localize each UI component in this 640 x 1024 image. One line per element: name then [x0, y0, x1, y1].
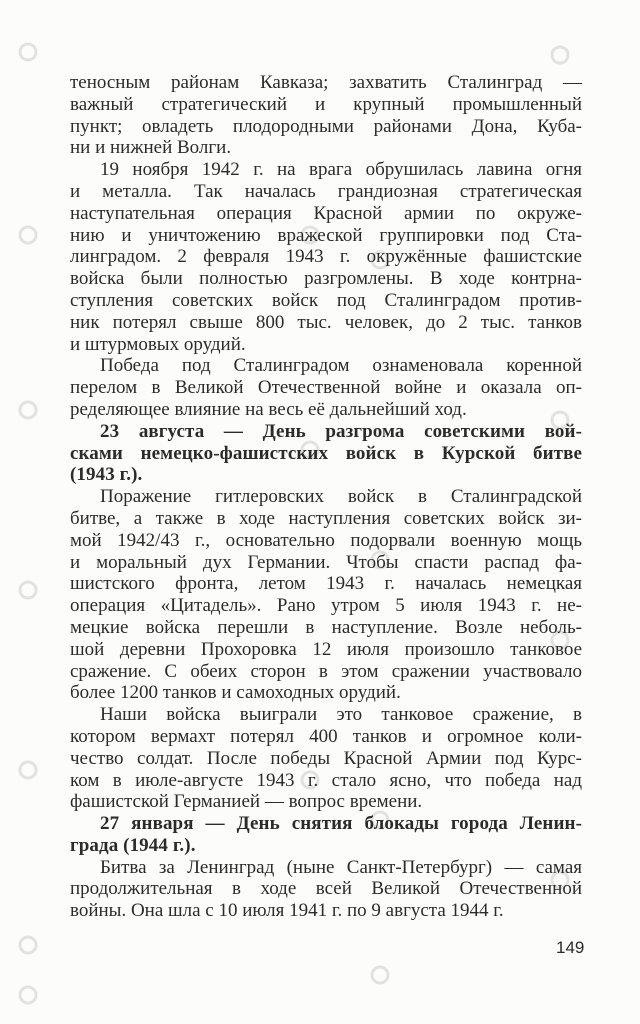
- text-line: сками немецко-фашистских войск в Курской битве: [70, 442, 582, 464]
- section-heading: [70, 421, 582, 486]
- paragraph: [70, 704, 582, 813]
- text-line: мой 1942/43 г., основательно подорвали военную мощь: [70, 529, 582, 551]
- text-line: битве, а также в ходе наступления советских войск зи-: [70, 507, 582, 529]
- text-line: теносным районам Кавказа; захватить Сталинград —: [70, 72, 582, 93]
- watermark-logo-icon: [20, 937, 36, 953]
- text-line: 27 января — День снятия блокады города Ленин-: [100, 813, 582, 835]
- text-line: и штурмовых орудий.: [70, 333, 246, 355]
- text-line: ком в июле-августе 1943 г. стало ясно, что победа над: [70, 769, 582, 791]
- text-line: ределяющее влияние на весь её дальнейший ход.: [70, 398, 467, 420]
- page-number: 149: [556, 938, 585, 957]
- text-line: чество солдат. После победы Красной Армии под Курс-: [70, 747, 582, 769]
- text-line: продолжительная в ходе всей Великой Отечественной: [70, 878, 582, 900]
- text-line: града (1944 г.).: [70, 834, 196, 856]
- text-line: пункт; овладеть плодородными районами Дона, Куба-: [70, 115, 582, 137]
- text-line: нию и уничтожению вражеской группировки под Ста-: [70, 224, 582, 246]
- text-line: войны. Она шла с 10 июля 1941 г. по 9 августа 1944 г.: [70, 900, 504, 922]
- watermark-logo-icon: [20, 582, 36, 598]
- text-line: важный стратегический и крупный промышленный: [70, 93, 582, 115]
- text-line: Битва за Ленинград (ныне Санкт-Петербург) — самая: [100, 856, 582, 878]
- text-line: операция «Цитадель». Рано утром 5 июля 1943 г. не-: [70, 595, 582, 617]
- watermark-logo-icon: [20, 762, 36, 778]
- text-line: и моральный дух Германии. Чтобы спасти распад фа-: [70, 551, 582, 573]
- text-line: ни и нижней Волги.: [70, 137, 232, 159]
- watermark-logo-icon: [20, 402, 36, 418]
- text-line: (1943 г.).: [70, 464, 143, 486]
- watermark-logo-icon: [552, 47, 568, 63]
- text-line: сражение. С обеих сторон в этом сражении участвовало: [70, 660, 582, 682]
- paragraph: [70, 159, 582, 355]
- text-line: наступательная операция Красной армии по окруже-: [70, 202, 582, 224]
- page-text: [70, 72, 582, 922]
- watermark-logo-icon: [20, 227, 36, 243]
- text-line: Наши войска выиграли это танковое сражение, в: [100, 704, 582, 726]
- watermark-logo-icon: [372, 967, 388, 983]
- text-line: более 1200 танков и самоходных орудий.: [70, 682, 401, 704]
- paragraph: [70, 486, 582, 704]
- text-line: мецкие войска перешли в наступление. Возле неболь-: [70, 616, 582, 638]
- text-line: фашистской Германией — вопрос времени.: [70, 791, 423, 813]
- paragraph: [70, 857, 582, 922]
- text-line: Поражение гитлеровских войск в Сталинградской: [100, 486, 582, 508]
- text-line: шой деревни Прохоровка 12 июля произошло танковое: [70, 638, 582, 660]
- text-line: 19 ноября 1942 г. на врага обрушилась лавина огня: [100, 159, 582, 181]
- watermark-logo-icon: [20, 987, 36, 1003]
- watermark-logo-icon: [20, 44, 36, 60]
- paragraph: [70, 72, 582, 159]
- paragraph: [70, 355, 582, 420]
- text-line: ник потерял свыше 800 тыс. человек, до 2 тыс. танков: [70, 311, 582, 333]
- text-line: ступления советских войск под Сталинградом против-: [70, 289, 582, 311]
- text-line: 23 августа — День разгрома советскими вой-: [100, 420, 582, 442]
- section-heading: [70, 813, 582, 857]
- text-line: котором вермахт потерял 400 танков и огромное коли-: [70, 725, 582, 747]
- text-line: и металла. Так началась грандиозная стратегическая: [70, 180, 582, 202]
- text-line: линградом. 2 февраля 1943 г. окружённые фашистские: [70, 246, 582, 268]
- text-line: перелом в Великой Отечественной войне и оказала оп-: [70, 377, 582, 399]
- text-line: войска были полностью разгромлены. В ходе контрна-: [70, 268, 582, 290]
- text-line: шистского фронта, летом 1943 г. началась немецкая: [70, 573, 582, 595]
- text-line: Победа под Сталинградом ознаменовала коренной: [100, 355, 582, 377]
